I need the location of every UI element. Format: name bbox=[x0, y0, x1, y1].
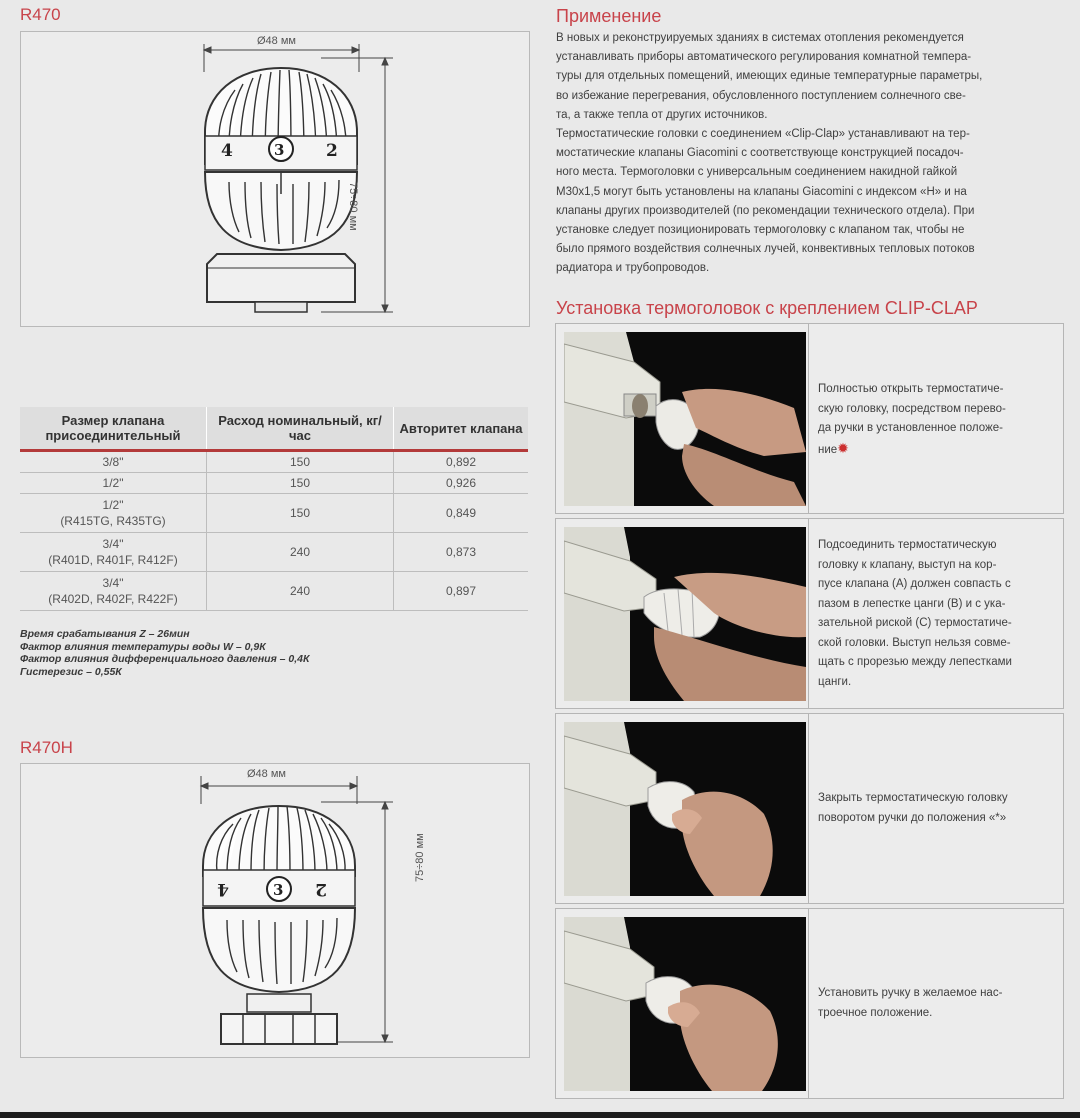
cell-authority: 0,849 bbox=[394, 494, 529, 533]
r470h-height-label: 75÷80 мм bbox=[414, 833, 426, 882]
cell-flow: 150 bbox=[207, 451, 394, 473]
text-line: та, а также тепла от других источников. bbox=[556, 108, 768, 121]
r470-title: R470 bbox=[20, 5, 61, 24]
r470h-dial-right: 2 bbox=[315, 879, 327, 899]
text-line: во избежание перегревания, обусловленного поступлением солнечного све- bbox=[556, 89, 966, 102]
step-divider bbox=[808, 324, 809, 513]
header-authority: Авторитет клапана bbox=[394, 407, 529, 451]
text-line: да ручки в установленное положе- bbox=[818, 422, 1003, 434]
text-line: мостатические клапаны Giacomini с соответствующе конструкцией посадоч- bbox=[556, 147, 964, 160]
cell-size: 1/2" bbox=[20, 473, 207, 494]
text-line: пусе клапана (А) должен совпасть с bbox=[818, 578, 1011, 590]
r470h-width-label: Ø48 мм bbox=[247, 768, 286, 780]
cell-size: 3/8" bbox=[20, 451, 207, 473]
step-divider bbox=[808, 909, 809, 1098]
cell-authority: 0,892 bbox=[394, 451, 529, 473]
r470-height-label: 75÷80 мм bbox=[347, 182, 359, 231]
step-divider bbox=[808, 714, 809, 903]
step-1-text bbox=[818, 380, 1055, 460]
header-flow: Расход номинальный, кг/час bbox=[207, 407, 394, 451]
text-line: зательной риской (С) термостатиче- bbox=[818, 617, 1012, 629]
text-line: цанги. bbox=[818, 675, 852, 688]
text-line: клапаны других производителей (по рекомендации технического отдела). При bbox=[556, 204, 975, 217]
bottom-edge-bar bbox=[0, 1112, 1080, 1118]
note-line: Гистерезис – 0,55К bbox=[20, 665, 122, 678]
text-line: поворотом ручки до положения «*» bbox=[818, 811, 1007, 824]
text-line: В новых и реконструируемых зданиях в системах отопления рекомендуется bbox=[556, 32, 964, 44]
install-step-3 bbox=[555, 713, 1064, 904]
text-line: туры для отдельных помещений, имеющих единые температурные параметры, bbox=[556, 70, 983, 83]
cell-size bbox=[20, 572, 207, 611]
application-text bbox=[556, 29, 1064, 279]
cell-size-models: (R415TG, R435TG) bbox=[60, 514, 166, 528]
r470-dial-left: 4 bbox=[221, 141, 233, 161]
r470h-thermostat-drawing bbox=[21, 764, 529, 1057]
cell-flow: 240 bbox=[207, 533, 394, 572]
table-row bbox=[20, 494, 528, 533]
text-line: Термостатические головки с соединением «Clip-Clap» устанавливают на тер- bbox=[556, 128, 970, 141]
text-line: троечное положение. bbox=[818, 1006, 933, 1019]
text-line: щать с прорезью между лепестками bbox=[818, 656, 1012, 668]
step-2-text bbox=[818, 536, 1055, 692]
text-line-end: ние bbox=[818, 443, 838, 456]
cell-size-value: 1/2" bbox=[102, 498, 124, 512]
step-divider bbox=[808, 519, 809, 708]
text-line: пазом в лепестке цанги (В) и с ука- bbox=[818, 597, 1006, 610]
text-line: радиатора и трубопроводов. bbox=[556, 262, 710, 275]
r470-dial-right: 2 bbox=[326, 141, 338, 161]
r470h-drawing-box bbox=[20, 763, 530, 1058]
install-title: Установка термоголовок с креплением CLIP-CLAP bbox=[556, 298, 978, 318]
cell-authority: 0,926 bbox=[394, 473, 529, 494]
install-step-1 bbox=[555, 323, 1064, 514]
cell-flow: 150 bbox=[207, 473, 394, 494]
step-3-text bbox=[818, 789, 1055, 828]
r470-dial-center: 3 bbox=[274, 141, 285, 159]
r470h-title: R470H bbox=[20, 738, 73, 757]
note-line: Фактор влияния температуры воды W – 0,9К bbox=[20, 640, 266, 653]
install-step-4 bbox=[555, 908, 1064, 1099]
cell-flow: 150 bbox=[207, 494, 394, 533]
cell-flow: 240 bbox=[207, 572, 394, 611]
table-row bbox=[20, 533, 528, 572]
r470-width-label: Ø48 мм bbox=[257, 35, 296, 47]
text-line: установке следует позиционировать термоголовку с клапаном так, чтобы не bbox=[556, 224, 965, 237]
text-line: Установить ручку в желаемое нас- bbox=[818, 987, 1003, 999]
step-3-photo bbox=[564, 722, 806, 896]
table-header-row bbox=[20, 407, 528, 451]
table-row bbox=[20, 451, 528, 473]
text-line: скую головку, посредством перево- bbox=[818, 402, 1006, 415]
note-line: Время срабатывания Z – 26мин bbox=[20, 628, 190, 640]
step-2-photo bbox=[564, 527, 806, 701]
header-valve-size: Размер клапана присоединительный bbox=[20, 407, 207, 451]
valve-spec-table bbox=[20, 407, 528, 611]
text-line: было прямого воздействия солнечных лучей, конвективных тепловых потоков bbox=[556, 243, 975, 256]
text-line: M30x1,5 могут быть установлены на клапаны Giacomini с индексом «H» и на bbox=[556, 185, 967, 198]
text-line: головку к клапану, выступ на кор- bbox=[818, 558, 997, 571]
text-line: Полностью открыть термостатиче- bbox=[818, 383, 1004, 395]
step-4-photo bbox=[564, 917, 806, 1091]
install-step-2 bbox=[555, 518, 1064, 709]
cell-size bbox=[20, 494, 207, 533]
r470h-dial-center: 3 bbox=[273, 881, 284, 899]
r470-drawing-box bbox=[20, 31, 530, 327]
r470h-dial-left: 4 bbox=[217, 879, 229, 899]
r470-thermostat-drawing bbox=[21, 32, 529, 326]
text-line: ской головки. Выступ нельзя совме- bbox=[818, 636, 1011, 649]
cell-size bbox=[20, 533, 207, 572]
cell-size-value: 3/4" bbox=[102, 537, 124, 551]
text-line: ного места. Термоголовки с универсальным соединением накидной гайкой bbox=[556, 166, 958, 179]
application-title: Применение bbox=[556, 6, 662, 26]
text-line: Подсоединить термостатическую bbox=[818, 539, 997, 551]
text-line bbox=[818, 439, 1055, 461]
sun-icon: ✹ bbox=[837, 439, 849, 456]
text-line: устанавливать приборы автоматического регулирования комнатной темпера- bbox=[556, 51, 972, 64]
text-line: Закрыть термостатическую головку bbox=[818, 792, 1008, 804]
step-1-photo bbox=[564, 332, 806, 506]
cell-size-models: (R401D, R401F, R412F) bbox=[48, 553, 178, 567]
cell-size-models: (R402D, R402F, R422F) bbox=[48, 592, 178, 606]
cell-size-value: 3/4" bbox=[102, 576, 124, 590]
table-row bbox=[20, 473, 528, 494]
cell-authority: 0,897 bbox=[394, 572, 529, 611]
step-4-text bbox=[818, 984, 1055, 1023]
cell-authority: 0,873 bbox=[394, 533, 529, 572]
note-line: Фактор влияния дифференциального давления – 0,4К bbox=[20, 653, 310, 666]
table-row bbox=[20, 572, 528, 611]
performance-notes bbox=[20, 628, 309, 678]
